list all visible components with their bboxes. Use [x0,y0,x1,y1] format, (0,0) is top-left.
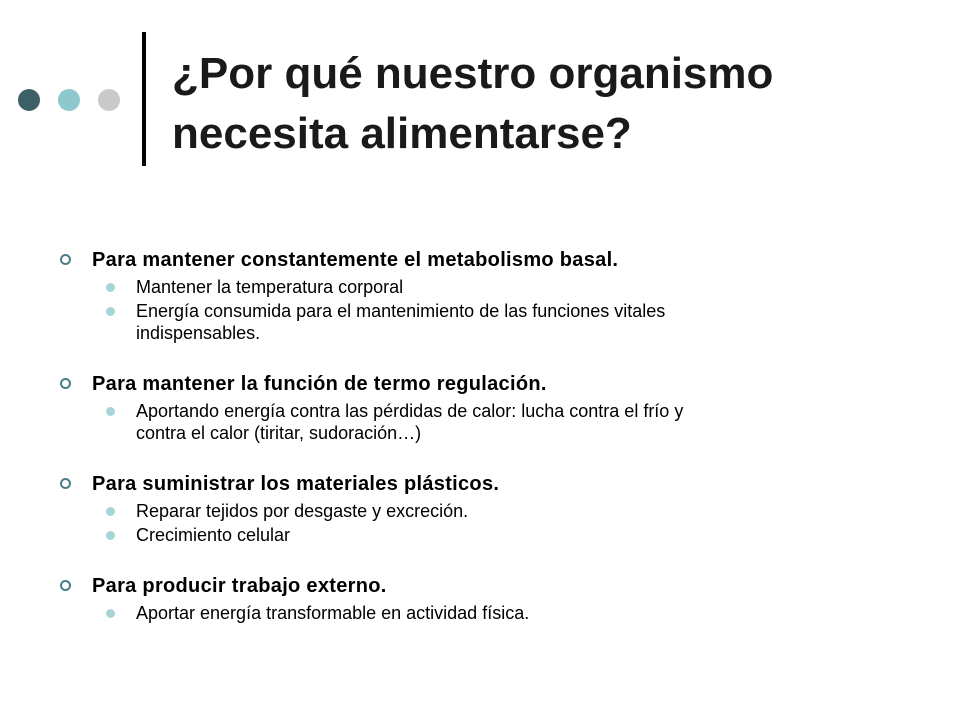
dot-bullet-icon [106,609,115,618]
sub-bullet-item [106,524,920,546]
decorative-dot [98,89,120,111]
sub-bullet-text: Reparar tejidos por desgaste y excreción. [136,501,469,521]
slide-title-line-1: ¿Por qué nuestro organismo [172,49,774,98]
slide-title [172,44,932,164]
dot-bullet-icon [106,307,115,316]
section-heading: Para mantener la función de termo regulación. [92,373,547,395]
level1-bullet-item [60,246,920,274]
dot-bullet-icon [106,507,115,516]
decorative-dot [18,89,40,111]
section-materiales-plasticos [60,470,920,546]
dot-bullet-icon [106,407,115,416]
sub-bullet-item [106,400,920,444]
section-termo-regulacion [60,370,920,444]
section-heading: Para mantener constantemente el metabolismo basal. [92,249,619,271]
sub-bullet-list [60,602,920,624]
section-heading: Para suministrar los materiales plásticos. [92,473,500,495]
level1-bullet-item [60,470,920,498]
sub-bullet-list [60,276,920,344]
section-trabajo-externo [60,572,920,624]
sub-bullet-item [106,500,920,522]
ring-bullet-icon [60,580,71,591]
sub-bullet-item [106,602,920,624]
sub-bullet-item [106,300,920,344]
section-heading: Para producir trabajo externo. [92,575,387,597]
sub-bullet-item [106,276,920,298]
dot-bullet-icon [106,531,115,540]
ring-bullet-icon [60,378,71,389]
sub-bullet-text: Aportando energía contra las pérdidas de calor: lucha contra el frío y contra el calor (tiritar, sudoración…) [136,401,684,443]
sub-bullet-list [60,400,920,444]
ring-bullet-icon [60,478,71,489]
decorative-dot [58,89,80,111]
bullet-content [60,246,920,624]
title-divider [142,32,146,166]
section-metabolismo-basal [60,246,920,344]
slide-title-line-2: necesita alimentarse? [172,109,632,158]
level1-bullet-item [60,572,920,600]
sub-bullet-text: Crecimiento celular [136,525,291,545]
level1-bullet-item [60,370,920,398]
sub-bullet-text: Mantener la temperatura corporal [136,277,404,297]
sub-bullet-list [60,500,920,546]
dot-bullet-icon [106,283,115,292]
sub-bullet-text: Aportar energía transformable en actividad física. [136,603,530,623]
sub-bullet-text: Energía consumida para el mantenimiento de las funciones vitales indispensables. [136,301,666,343]
ring-bullet-icon [60,254,71,265]
